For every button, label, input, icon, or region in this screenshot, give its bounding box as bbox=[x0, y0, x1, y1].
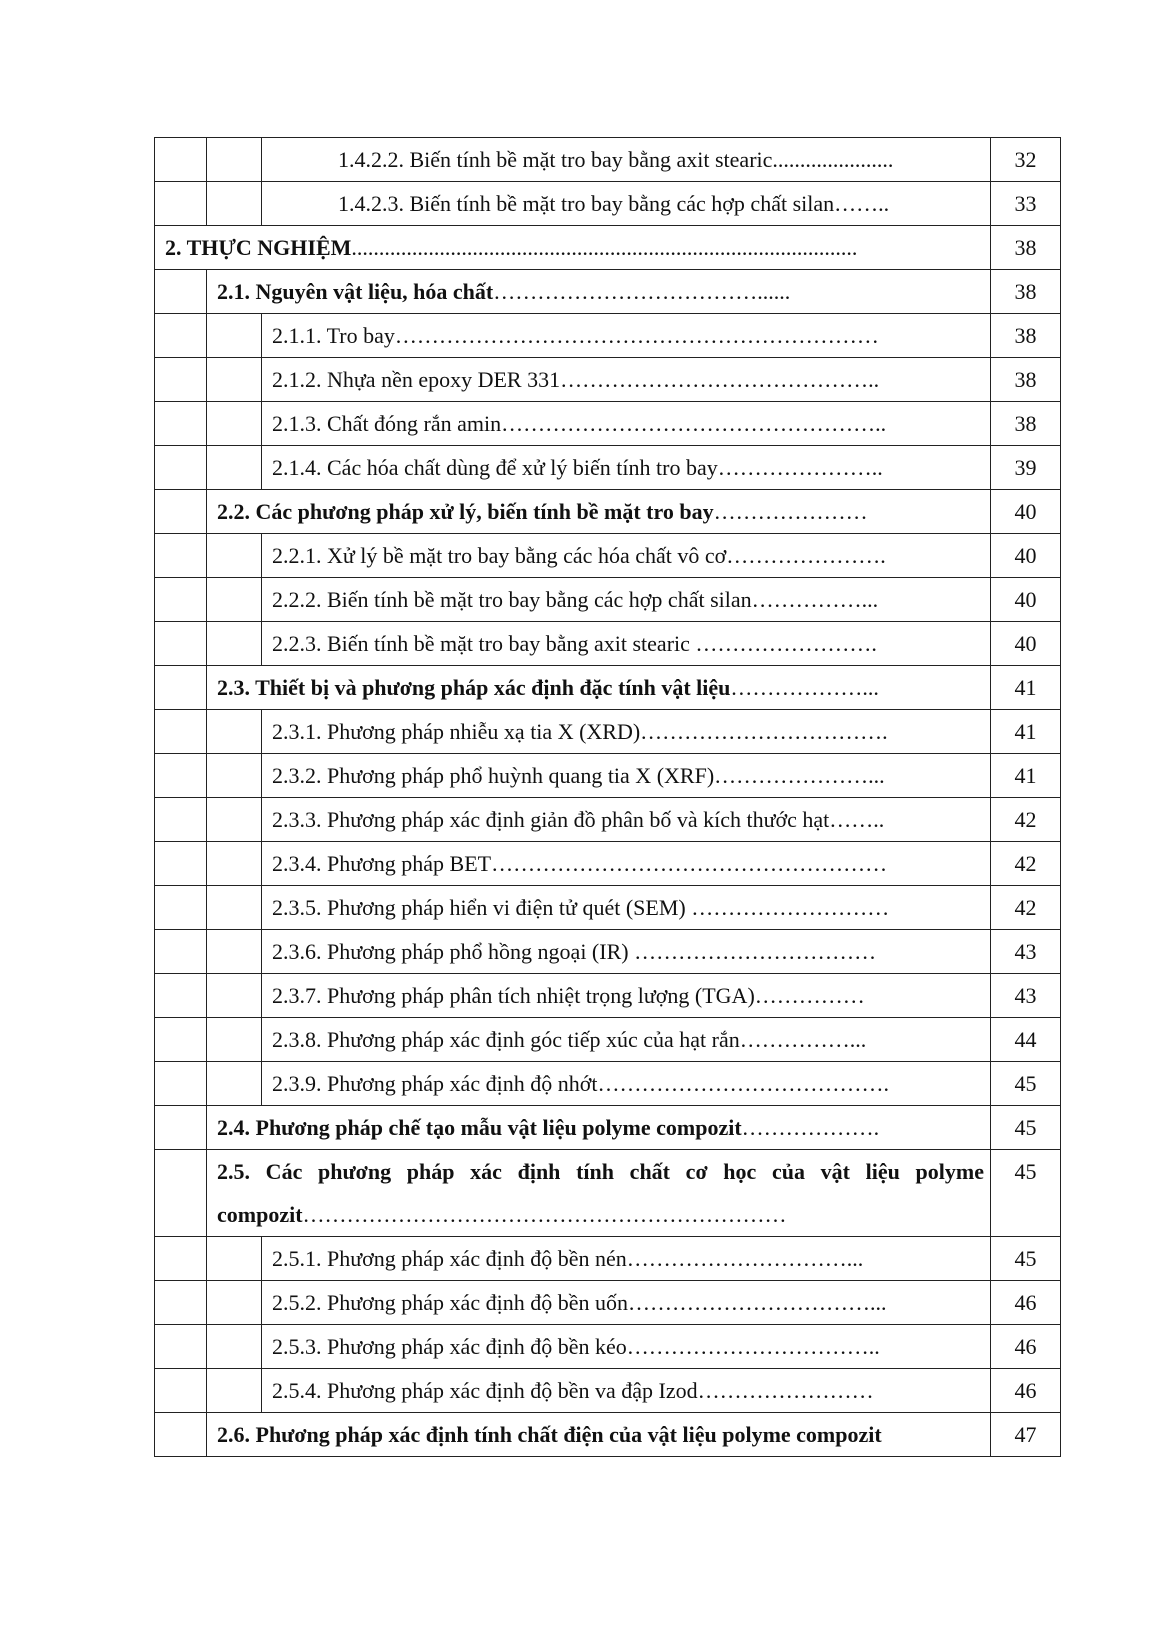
toc-indent bbox=[207, 182, 262, 226]
toc-indent bbox=[155, 1018, 207, 1062]
toc-entry bbox=[207, 490, 991, 534]
toc-indent bbox=[207, 1325, 262, 1369]
toc-row bbox=[155, 490, 1061, 534]
toc-leader: ………………………………...... bbox=[493, 279, 791, 304]
toc-title: 2.2.3. Biến tính bề mặt tro bay bằng axit stearic ……………………. bbox=[272, 631, 877, 656]
toc-entry bbox=[262, 1325, 991, 1369]
toc-row bbox=[155, 446, 1061, 490]
toc-indent bbox=[155, 358, 207, 402]
toc-page-number: 40 bbox=[991, 490, 1061, 534]
toc-page-number: 32 bbox=[991, 138, 1061, 182]
toc-row bbox=[155, 710, 1061, 754]
toc-page-number: 46 bbox=[991, 1281, 1061, 1325]
toc-page-number: 38 bbox=[991, 358, 1061, 402]
toc-row bbox=[155, 138, 1061, 182]
toc-indent bbox=[155, 1106, 207, 1150]
toc-entry bbox=[207, 666, 991, 710]
toc-indent bbox=[207, 138, 262, 182]
toc-row bbox=[155, 1018, 1061, 1062]
toc-row bbox=[155, 1106, 1061, 1150]
toc-indent bbox=[207, 402, 262, 446]
toc-page-number: 38 bbox=[991, 314, 1061, 358]
toc-row bbox=[155, 182, 1061, 226]
toc-indent bbox=[155, 754, 207, 798]
toc-title: 2.2.1. Xử lý bề mặt tro bay bằng các hóa chất vô cơ…………………. bbox=[272, 543, 886, 568]
toc-entry bbox=[262, 974, 991, 1018]
toc-title: 2.2.2. Biến tính bề mặt tro bay bằng các hợp chất silan……………... bbox=[272, 587, 879, 612]
toc-entry bbox=[262, 1062, 991, 1106]
toc-row bbox=[155, 754, 1061, 798]
toc-title: 2.5.2. Phương pháp xác định độ bền uốn……………………………... bbox=[272, 1290, 887, 1315]
toc-row bbox=[155, 930, 1061, 974]
toc-row bbox=[155, 622, 1061, 666]
toc-entry bbox=[262, 798, 991, 842]
toc-row bbox=[155, 358, 1061, 402]
toc-entry bbox=[262, 842, 991, 886]
toc-page-number: 40 bbox=[991, 578, 1061, 622]
toc-title: 1.4.2.3. Biến tính bề mặt tro bay bằng các hợp chất silan…….. bbox=[338, 191, 890, 216]
toc-entry bbox=[262, 578, 991, 622]
toc-indent bbox=[155, 402, 207, 446]
toc-page-number: 41 bbox=[991, 666, 1061, 710]
toc-page-number: 40 bbox=[991, 534, 1061, 578]
toc-indent bbox=[155, 1413, 207, 1457]
toc-title: 2.3.2. Phương pháp phổ huỳnh quang tia X (XRF)…………………... bbox=[272, 763, 885, 788]
table-of-contents bbox=[154, 137, 1061, 1457]
toc-entry bbox=[262, 930, 991, 974]
toc-indent bbox=[207, 314, 262, 358]
toc-indent bbox=[207, 842, 262, 886]
toc-indent bbox=[155, 1062, 207, 1106]
toc-leader: ………………. bbox=[741, 1115, 880, 1140]
toc-page-number: 40 bbox=[991, 622, 1061, 666]
toc-row bbox=[155, 1369, 1061, 1413]
toc-indent bbox=[207, 1369, 262, 1413]
toc-page-number: 47 bbox=[991, 1413, 1061, 1457]
toc-entry bbox=[207, 270, 991, 314]
toc-entry bbox=[155, 226, 991, 270]
toc-entry bbox=[262, 534, 991, 578]
toc-indent bbox=[207, 358, 262, 402]
toc-title: 2.6. Phương pháp xác định tính chất điện của vật liệu polyme compozit bbox=[217, 1422, 882, 1447]
toc-row bbox=[155, 578, 1061, 622]
toc-row bbox=[155, 1325, 1061, 1369]
toc-title: 2.3.1. Phương pháp nhiễu xạ tia X (XRD)……………………………. bbox=[272, 719, 888, 744]
toc-page-number: 33 bbox=[991, 182, 1061, 226]
toc-indent bbox=[207, 974, 262, 1018]
toc-page-number: 41 bbox=[991, 710, 1061, 754]
toc-row bbox=[155, 842, 1061, 886]
toc-leader: ………………... bbox=[730, 675, 879, 700]
toc-page-number: 38 bbox=[991, 226, 1061, 270]
toc-title-part: compozit bbox=[217, 1202, 303, 1227]
toc-indent bbox=[207, 754, 262, 798]
toc-row bbox=[155, 886, 1061, 930]
toc-title: 1.4.2.2. Biến tính bề mặt tro bay bằng axit stearic...................... bbox=[338, 147, 894, 172]
toc-row bbox=[155, 1281, 1061, 1325]
toc-row bbox=[155, 1062, 1061, 1106]
toc-leader: ………………………………………………………… bbox=[302, 1202, 787, 1227]
toc-page-number: 45 bbox=[991, 1150, 1061, 1237]
toc-indent bbox=[155, 710, 207, 754]
toc-indent bbox=[207, 1062, 262, 1106]
toc-indent bbox=[155, 1150, 207, 1237]
toc-row bbox=[155, 226, 1061, 270]
toc-indent bbox=[207, 578, 262, 622]
toc-title: 2.5.3. Phương pháp xác định độ bền kéo…………………………….. bbox=[272, 1334, 880, 1359]
toc-page-number: 43 bbox=[991, 974, 1061, 1018]
toc-row bbox=[155, 1237, 1061, 1281]
toc-title: 2.5.1. Phương pháp xác định độ bền nén…………………………... bbox=[272, 1246, 864, 1271]
toc-title: 2.1. Nguyên vật liệu, hóa chất bbox=[217, 279, 494, 304]
toc-page-number: 46 bbox=[991, 1325, 1061, 1369]
toc-title: 2.1.3. Chất đóng rắn amin…………………………………………….. bbox=[272, 411, 887, 436]
toc-row bbox=[155, 974, 1061, 1018]
toc-page-number: 45 bbox=[991, 1106, 1061, 1150]
toc-title: 2.3.6. Phương pháp phổ hồng ngoại (IR) …………………………… bbox=[272, 939, 877, 964]
toc-indent bbox=[155, 1325, 207, 1369]
toc-indent bbox=[155, 1281, 207, 1325]
toc-entry bbox=[262, 1369, 991, 1413]
toc-page-number: 44 bbox=[991, 1018, 1061, 1062]
toc-entry bbox=[262, 182, 991, 226]
toc-row bbox=[155, 534, 1061, 578]
toc-row bbox=[155, 798, 1061, 842]
toc-row bbox=[155, 314, 1061, 358]
toc-page-number: 41 bbox=[991, 754, 1061, 798]
toc-page-number: 38 bbox=[991, 402, 1061, 446]
toc-title: 2.3.9. Phương pháp xác định độ nhớt…………………………………. bbox=[272, 1071, 889, 1096]
toc-page-number: 42 bbox=[991, 798, 1061, 842]
toc-entry bbox=[262, 754, 991, 798]
toc-entry bbox=[262, 446, 991, 490]
toc-entry bbox=[262, 402, 991, 446]
toc-indent bbox=[155, 1237, 207, 1281]
toc-title-continuation bbox=[217, 1193, 984, 1236]
toc-indent bbox=[207, 1237, 262, 1281]
toc-title: 2.3.7. Phương pháp phân tích nhiệt trọng lượng (TGA)…………… bbox=[272, 983, 865, 1008]
toc-page-number: 43 bbox=[991, 930, 1061, 974]
toc-page-number: 45 bbox=[991, 1062, 1061, 1106]
toc-entry bbox=[262, 138, 991, 182]
toc-indent bbox=[207, 710, 262, 754]
toc-page-number: 38 bbox=[991, 270, 1061, 314]
toc-indent bbox=[155, 446, 207, 490]
toc-row bbox=[155, 1413, 1061, 1457]
toc-row bbox=[155, 1150, 1061, 1237]
toc-indent bbox=[155, 974, 207, 1018]
toc-row bbox=[155, 666, 1061, 710]
toc-title: 2.3. Thiết bị và phương pháp xác định đặc tính vật liệu bbox=[217, 675, 731, 700]
toc-body bbox=[155, 138, 1061, 1457]
toc-title: 2.1.4. Các hóa chất dùng để xử lý biến tính tro bay………………….. bbox=[272, 455, 883, 480]
toc-indent bbox=[155, 1369, 207, 1413]
toc-indent bbox=[155, 622, 207, 666]
toc-indent bbox=[155, 798, 207, 842]
toc-leader: ............................................................................................ bbox=[351, 235, 858, 260]
toc-entry bbox=[262, 314, 991, 358]
toc-indent bbox=[155, 666, 207, 710]
toc-title: 2.4. Phương pháp chế tạo mẫu vật liệu polyme compozit bbox=[217, 1115, 742, 1140]
toc-indent bbox=[155, 138, 207, 182]
toc-title: 2.2. Các phương pháp xử lý, biến tính bề mặt tro bay bbox=[217, 499, 714, 524]
toc-title: 2.5. Các phương pháp xác định tính chất cơ học của vật liệu polyme bbox=[217, 1159, 984, 1184]
toc-page-number: 42 bbox=[991, 886, 1061, 930]
toc-title: 2.5.4. Phương pháp xác định độ bền va đập Izod…………………… bbox=[272, 1378, 874, 1403]
toc-leader: ………………… bbox=[713, 499, 868, 524]
toc-indent bbox=[207, 798, 262, 842]
toc-row bbox=[155, 270, 1061, 314]
toc-indent bbox=[207, 1018, 262, 1062]
toc-title: 2.1.2. Nhựa nền epoxy DER 331…………………………………….. bbox=[272, 367, 880, 392]
toc-page-number: 42 bbox=[991, 842, 1061, 886]
toc-indent bbox=[155, 270, 207, 314]
toc-indent bbox=[207, 930, 262, 974]
toc-page-number: 39 bbox=[991, 446, 1061, 490]
toc-indent bbox=[207, 622, 262, 666]
toc-entry bbox=[262, 710, 991, 754]
toc-indent bbox=[207, 534, 262, 578]
toc-title: 2.1.1. Tro bay………………………………………………………… bbox=[272, 323, 879, 348]
toc-entry bbox=[262, 1237, 991, 1281]
toc-indent bbox=[207, 1281, 262, 1325]
toc-row bbox=[155, 402, 1061, 446]
toc-indent bbox=[155, 930, 207, 974]
toc-indent bbox=[207, 446, 262, 490]
toc-entry bbox=[262, 358, 991, 402]
toc-page-number: 46 bbox=[991, 1369, 1061, 1413]
toc-indent bbox=[155, 314, 207, 358]
toc-entry bbox=[262, 1018, 991, 1062]
toc-title: 2.3.3. Phương pháp xác định giản đồ phân bố và kích thước hạt…….. bbox=[272, 807, 885, 832]
toc-page-number: 45 bbox=[991, 1237, 1061, 1281]
toc-entry bbox=[207, 1413, 991, 1457]
toc-entry bbox=[207, 1106, 991, 1150]
toc-title: 2.3.8. Phương pháp xác định góc tiếp xúc của hạt rắn……………... bbox=[272, 1027, 867, 1052]
toc-entry bbox=[207, 1150, 991, 1237]
toc-title: 2. THỰC NGHIỆM bbox=[165, 235, 352, 260]
toc-indent bbox=[155, 886, 207, 930]
toc-indent bbox=[155, 490, 207, 534]
toc-indent bbox=[155, 534, 207, 578]
toc-indent bbox=[207, 886, 262, 930]
toc-indent bbox=[155, 578, 207, 622]
toc-indent bbox=[155, 842, 207, 886]
toc-title: 2.3.5. Phương pháp hiển vi điện tử quét (SEM) ……………………… bbox=[272, 895, 890, 920]
toc-indent bbox=[155, 182, 207, 226]
toc-entry bbox=[262, 1281, 991, 1325]
toc-title: 2.3.4. Phương pháp BET……………………………………………… bbox=[272, 851, 888, 876]
toc-entry bbox=[262, 886, 991, 930]
toc-entry bbox=[262, 622, 991, 666]
